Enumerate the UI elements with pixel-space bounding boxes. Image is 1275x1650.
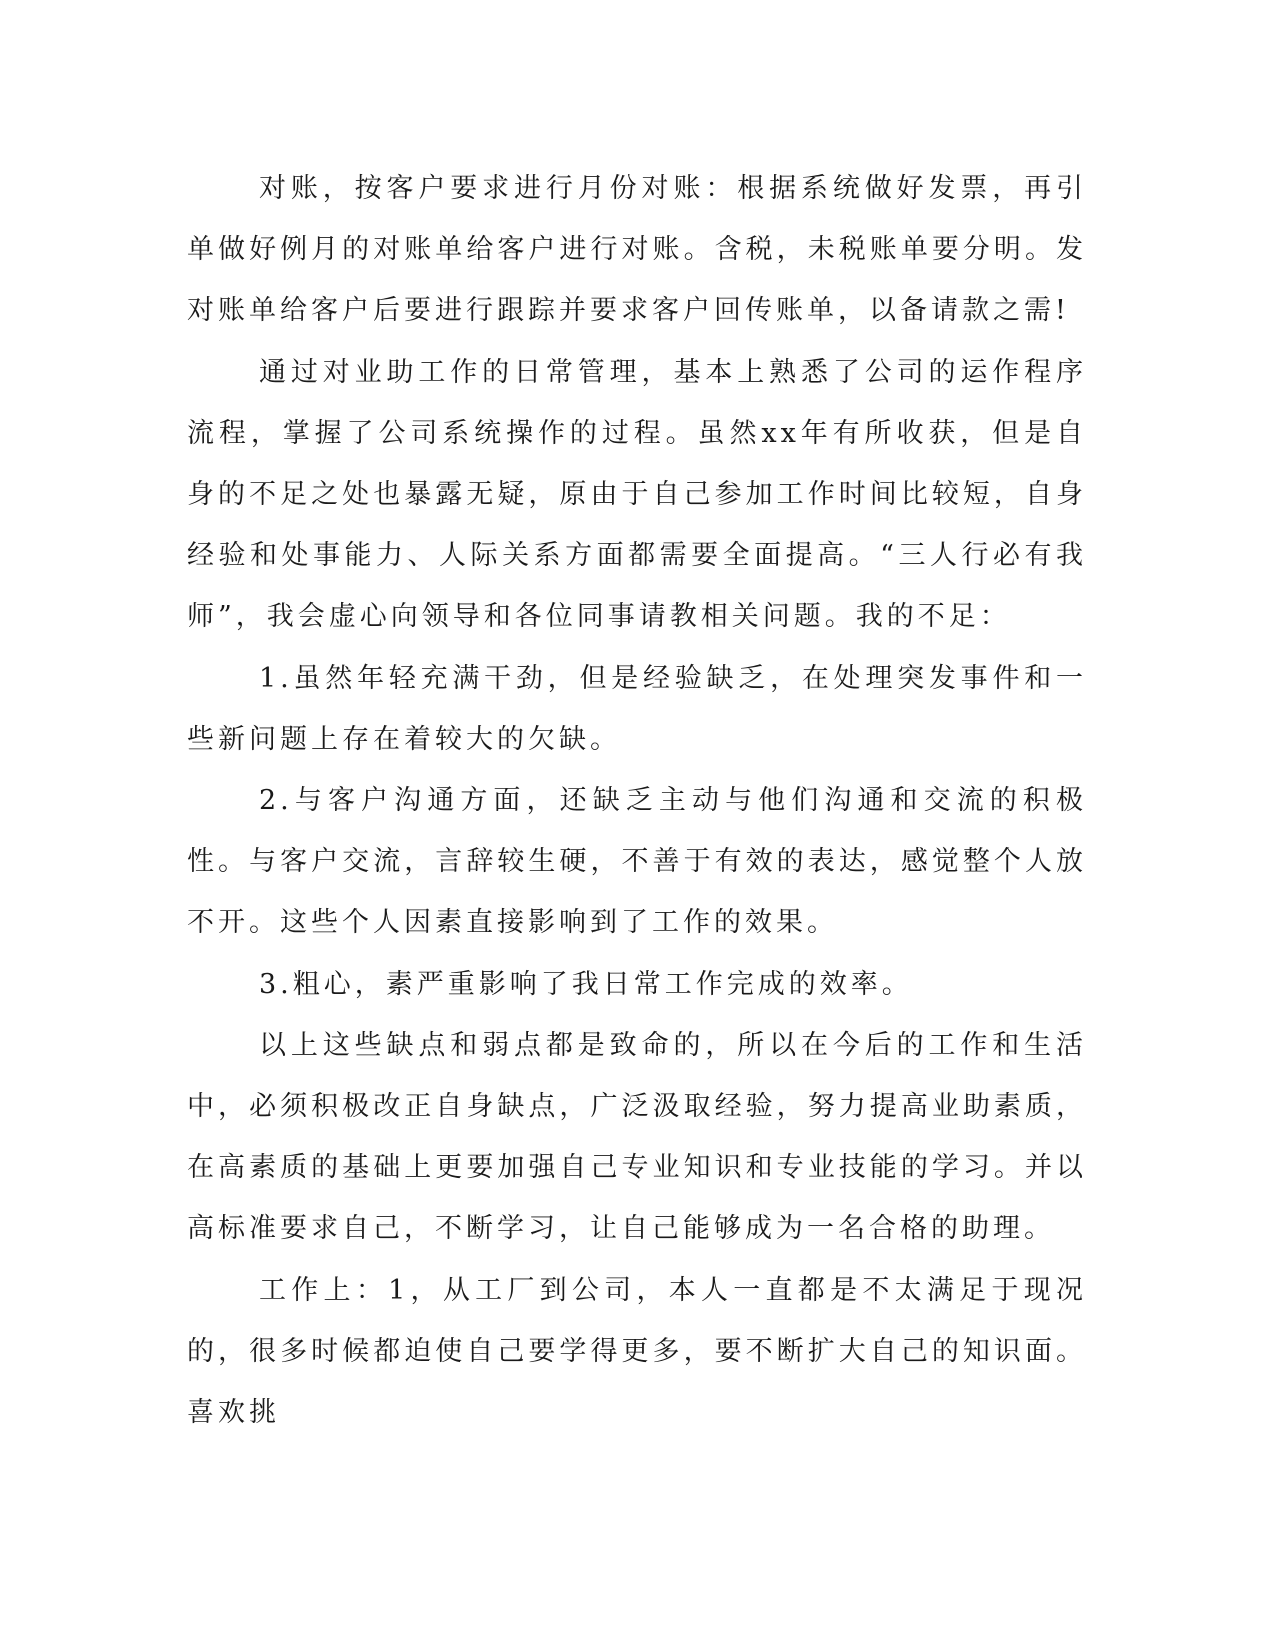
paragraph-shortcoming-3: 3.粗心，素严重影响了我日常工作完成的效率。 [259, 968, 913, 1000]
paragraph-shortcoming-2: 2.与客户沟通方面，还缺乏主动与他们沟通和交流的积极性。与客户交流，言辞较生硬，不善于有效的表达，感觉整个人放不开。这些个人因素直接影响到了工作的效果。 [187, 785, 1087, 939]
paragraph-work-attitude: 工作上：1，从工厂到公司，本人一直都是不太满足于现况的，很多时候都迫使自己要学得更多，要不断扩大自己的知识面。喜欢挑 [187, 1274, 1087, 1429]
paragraph-reconciliation: 对账，按客户要求进行月份对账：根据系统做好发票，再引单做好例月的对账单给客户进行对账。含税，未税账单要分明。发对账单给客户后要进行跟踪并要求客户回传账单，以备请款之需! [187, 173, 1087, 327]
paragraph-improvement: 以上这些缺点和弱点都是致命的，所以在今后的工作和生活中，必须积极改正自身缺点，广泛汲取经验，努力提高业助素质，在高素质的基础上更要加强自己专业知识和专业技能的学习。并以高标准要求自己，不断学习，让自己能够成为一名合格的助理。 [187, 1029, 1087, 1245]
document-body [187, 158, 1087, 1443]
paragraph-shortcoming-1: 1.虽然年轻充满干劲，但是经验缺乏，在处理突发事件和一些新问题上存在着较大的欠缺。 [187, 662, 1087, 755]
paragraph-work-summary: 通过对业助工作的日常管理，基本上熟悉了公司的运作程序流程，掌握了公司系统操作的过程。虽然xx年有所收获，但是自身的不足之处也暴露无疑，原由于自己参加工作时间比较短，自身经验和处事能力、人际关系方面都需要全面提高。“三人行必有我师”，我会虚心向领导和各位同事请教相关问题。我的不足： [187, 356, 1087, 633]
